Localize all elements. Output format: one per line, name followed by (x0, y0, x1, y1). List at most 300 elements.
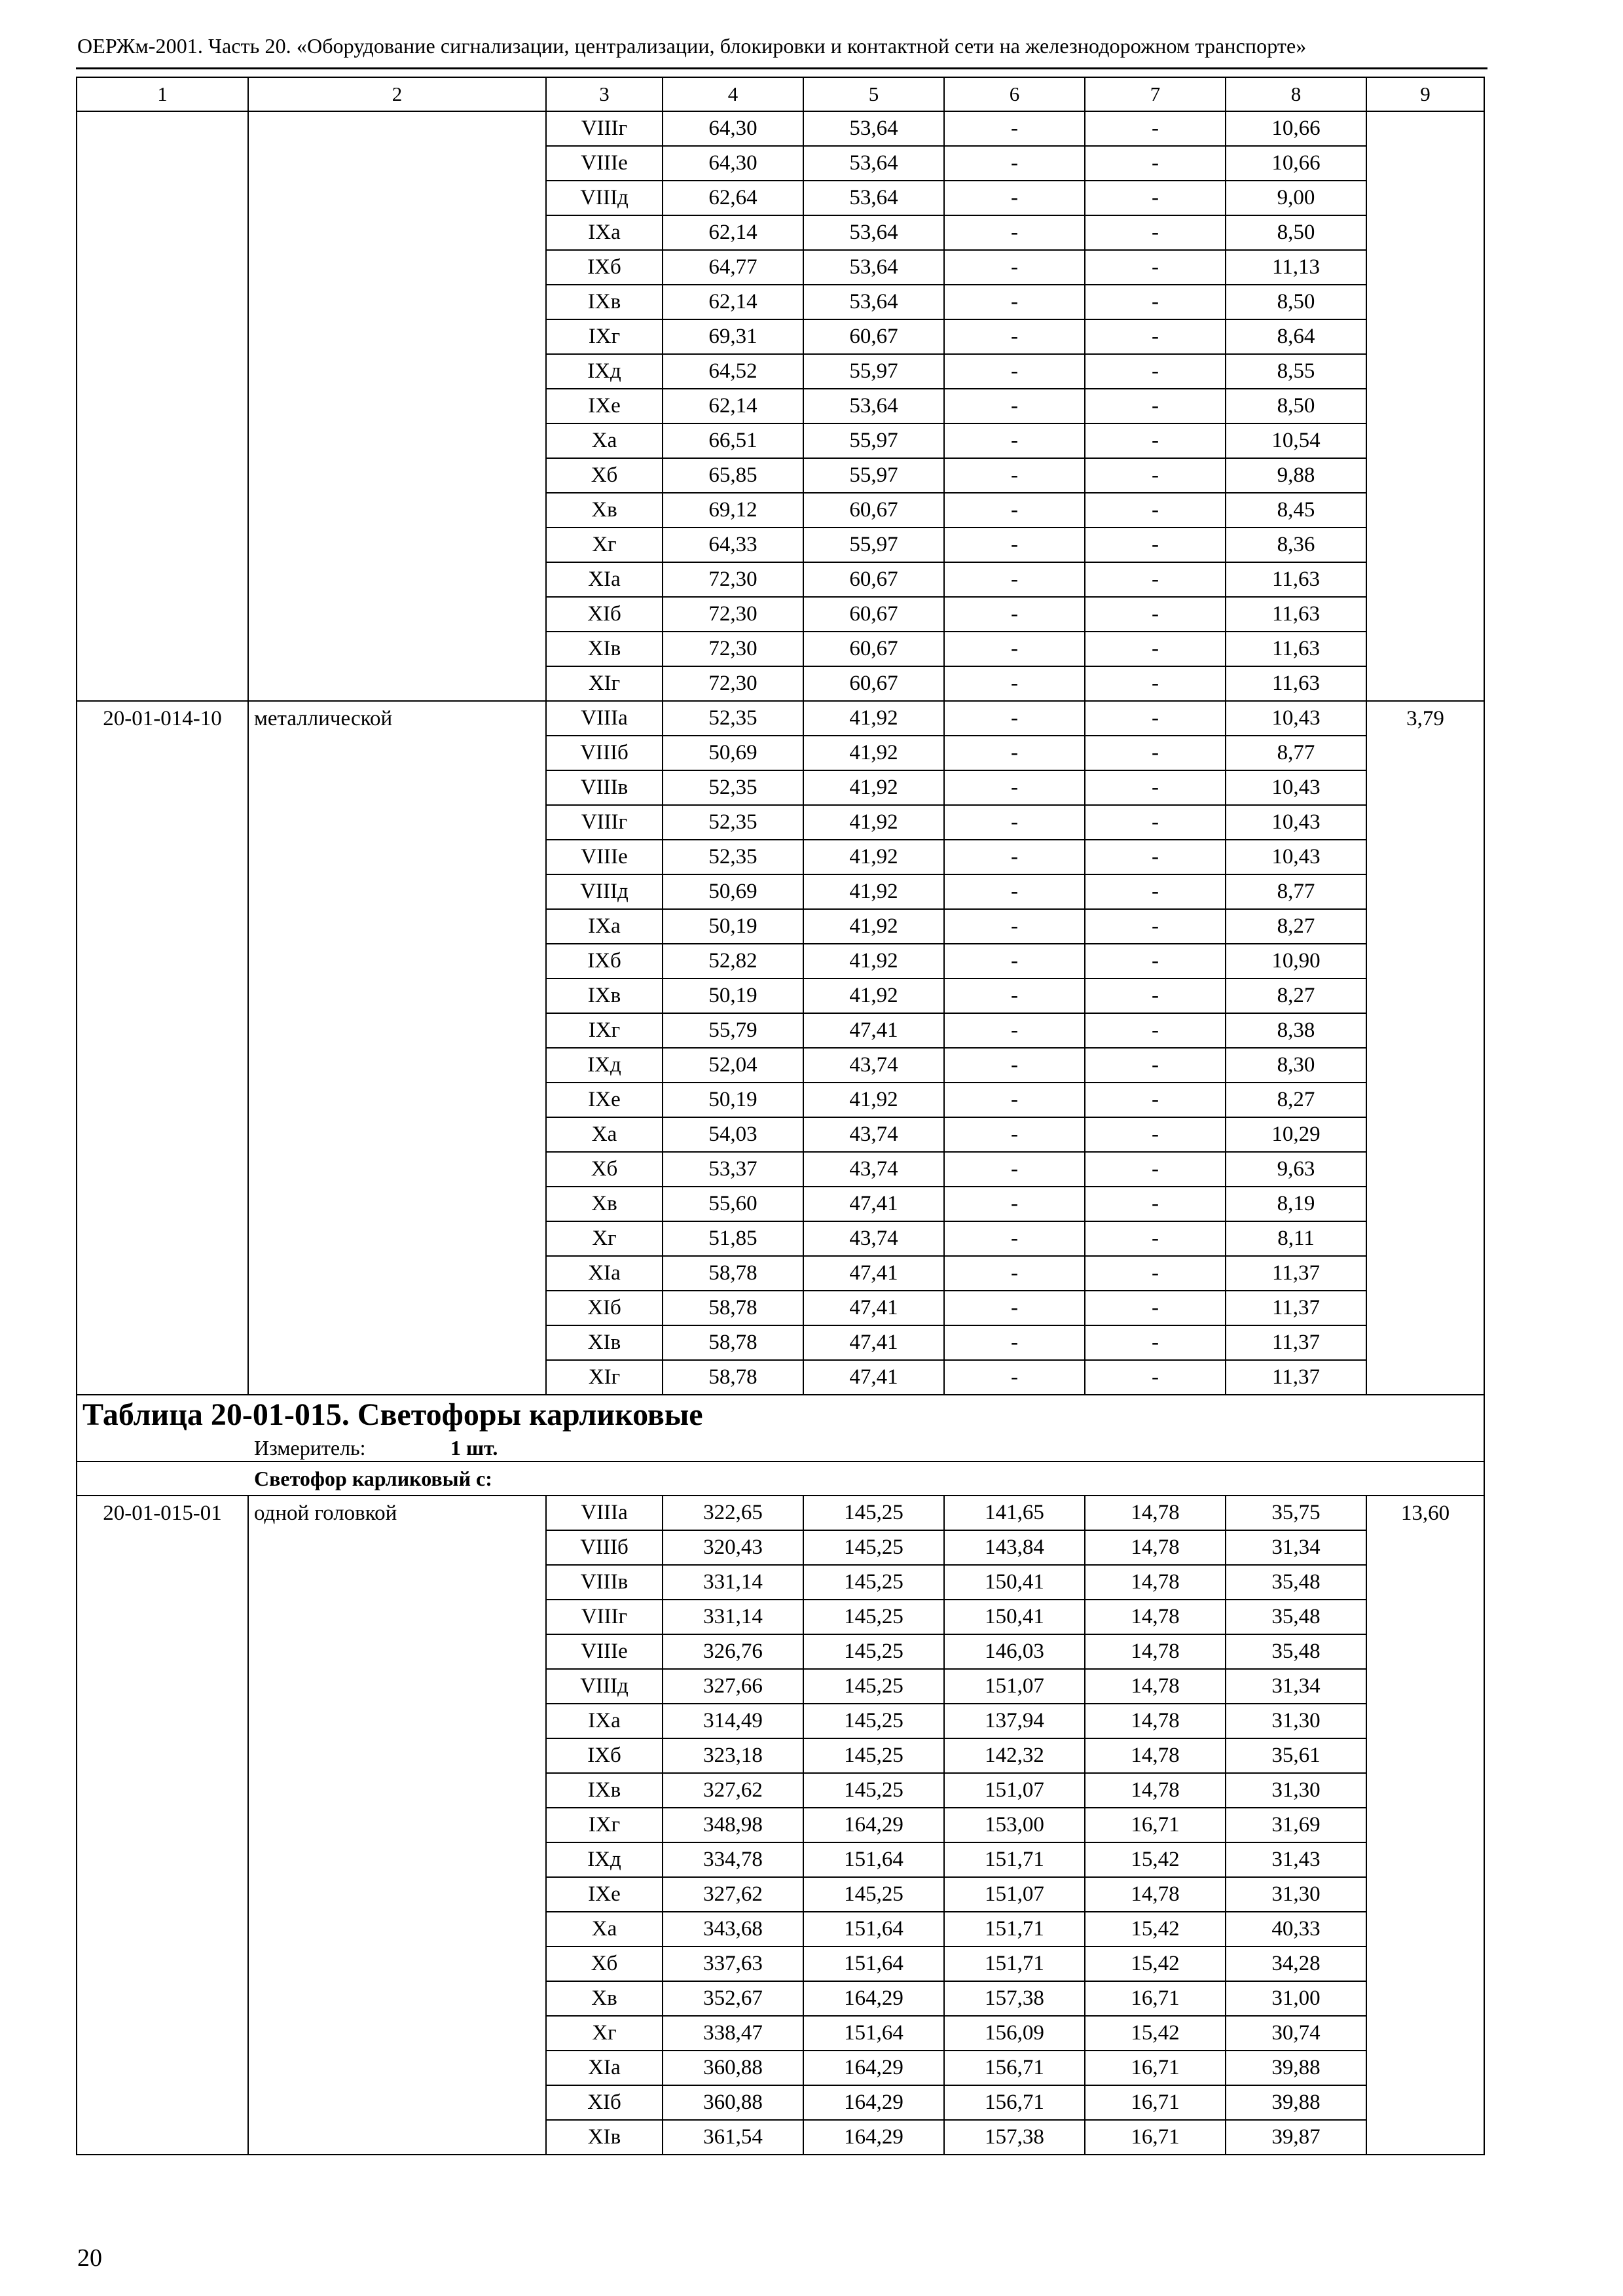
rate-code-cell (77, 1704, 248, 1738)
total-cost-cell: 55,60 (663, 1187, 803, 1221)
machine-cost-cell: - (944, 493, 1085, 528)
material-cost-cell: 31,69 (1226, 1808, 1366, 1842)
labor-cost-cell: 53,64 (803, 389, 944, 423)
work-name-cell (248, 1256, 546, 1291)
rate-code-cell (77, 319, 248, 354)
total-cost-cell: 50,19 (663, 978, 803, 1013)
total-cost-cell: 64,33 (663, 528, 803, 562)
machine-labor-cell: - (1085, 978, 1226, 1013)
machine-labor-cell: - (1085, 285, 1226, 319)
machine-cost-cell: 151,71 (944, 1912, 1085, 1946)
table-row (77, 2051, 1484, 2085)
material-cost-cell: 8,27 (1226, 1083, 1366, 1117)
work-name-cell (248, 562, 546, 597)
labor-cost-cell: 53,64 (803, 250, 944, 285)
machine-labor-cell: - (1085, 354, 1226, 389)
column-number: 1 (77, 77, 248, 111)
column-number: 4 (663, 77, 803, 111)
work-name-cell (248, 1738, 546, 1773)
subheading: Светофор карликовый с: (77, 1462, 1484, 1496)
material-cost-cell: 35,48 (1226, 1634, 1366, 1669)
total-cost-cell: 69,12 (663, 493, 803, 528)
material-cost-cell: 34,28 (1226, 1946, 1366, 1981)
material-cost-cell: 11,37 (1226, 1256, 1366, 1291)
labor-cost-cell: 47,41 (803, 1325, 944, 1360)
material-cost-cell: 8,55 (1226, 354, 1366, 389)
labor-cost-cell: 60,67 (803, 493, 944, 528)
rate-code-cell (77, 1946, 248, 1981)
machine-cost-cell: 157,38 (944, 2120, 1085, 2155)
labor-hours-cell (1366, 146, 1484, 181)
machine-labor-cell: 15,42 (1085, 1912, 1226, 1946)
machine-labor-cell: 14,78 (1085, 1773, 1226, 1808)
total-cost-cell: 62,64 (663, 181, 803, 215)
labor-hours-cell (1366, 909, 1484, 944)
work-name-cell (248, 146, 546, 181)
total-cost-cell: 314,49 (663, 1704, 803, 1738)
material-cost-cell: 10,43 (1226, 840, 1366, 874)
table-row (77, 354, 1484, 389)
labor-hours-cell (1366, 389, 1484, 423)
rate-code-cell (77, 909, 248, 944)
labor-cost-cell: 41,92 (803, 944, 944, 978)
work-name-cell (248, 2120, 546, 2155)
zone-cell: VIIIг (546, 111, 663, 146)
machine-cost-cell: - (944, 666, 1085, 701)
table-row (77, 215, 1484, 250)
running-header: ОЕРЖм-2001. Часть 20. «Оборудование сигнализации, централизации, блокировки и контактной сети на железнодорожном транспорте» (77, 34, 1307, 58)
table-row (77, 389, 1484, 423)
labor-hours-cell (1366, 1773, 1484, 1808)
zone-cell: IXд (546, 1048, 663, 1083)
zone-cell: Xв (546, 1981, 663, 2016)
rates-table-body (77, 77, 1484, 2155)
zone-cell: Xб (546, 1946, 663, 1981)
machine-labor-cell: 14,78 (1085, 1600, 1226, 1634)
machine-labor-cell: - (1085, 1291, 1226, 1325)
material-cost-cell: 10,66 (1226, 146, 1366, 181)
work-name-cell (248, 1083, 546, 1117)
rate-code-cell (77, 2085, 248, 2120)
work-name-cell (248, 1600, 546, 1634)
work-name-cell: металлической (248, 701, 546, 736)
rate-code-cell (77, 528, 248, 562)
rate-code-cell (77, 944, 248, 978)
total-cost-cell: 361,54 (663, 2120, 803, 2155)
work-name-cell (248, 1221, 546, 1256)
labor-hours-cell (1366, 632, 1484, 666)
machine-cost-cell: - (944, 423, 1085, 458)
labor-hours-cell (1366, 1946, 1484, 1981)
labor-cost-cell: 164,29 (803, 1808, 944, 1842)
labor-hours-cell (1366, 1912, 1484, 1946)
work-name-cell (248, 944, 546, 978)
rate-code-cell (77, 736, 248, 770)
machine-cost-cell: - (944, 1256, 1085, 1291)
machine-labor-cell: - (1085, 1117, 1226, 1152)
labor-hours-cell (1366, 423, 1484, 458)
machine-labor-cell: - (1085, 1187, 1226, 1221)
rate-code-cell: 20-01-014-10 (77, 701, 248, 736)
labor-hours-cell (1366, 1360, 1484, 1395)
table-row (77, 597, 1484, 632)
total-cost-cell: 326,76 (663, 1634, 803, 1669)
rate-code-cell (77, 1842, 248, 1877)
labor-cost-cell: 164,29 (803, 2085, 944, 2120)
rates-table (76, 77, 1485, 2155)
labor-cost-cell: 47,41 (803, 1187, 944, 1221)
material-cost-cell: 11,37 (1226, 1291, 1366, 1325)
material-cost-cell: 10,43 (1226, 701, 1366, 736)
zone-cell: VIIIе (546, 1634, 663, 1669)
labor-hours-cell (1366, 319, 1484, 354)
work-name-cell (248, 215, 546, 250)
labor-cost-cell: 145,25 (803, 1738, 944, 1773)
labor-hours-cell (1366, 285, 1484, 319)
machine-cost-cell: 157,38 (944, 1981, 1085, 2016)
table-row (77, 285, 1484, 319)
machine-cost-cell: - (944, 319, 1085, 354)
machine-cost-cell: 151,07 (944, 1669, 1085, 1704)
rate-code-cell (77, 1634, 248, 1669)
machine-labor-cell: - (1085, 319, 1226, 354)
labor-cost-cell: 145,25 (803, 1530, 944, 1565)
machine-labor-cell: - (1085, 389, 1226, 423)
zone-cell: Xв (546, 1187, 663, 1221)
machine-labor-cell: 14,78 (1085, 1565, 1226, 1600)
total-cost-cell: 52,82 (663, 944, 803, 978)
machine-cost-cell: - (944, 354, 1085, 389)
total-cost-cell: 52,35 (663, 805, 803, 840)
material-cost-cell: 8,38 (1226, 1013, 1366, 1048)
table-row (77, 1946, 1484, 1981)
zone-cell: IXб (546, 944, 663, 978)
table-row (77, 2016, 1484, 2051)
labor-cost-cell: 151,64 (803, 1912, 944, 1946)
material-cost-cell: 10,66 (1226, 111, 1366, 146)
labor-hours-cell (1366, 1117, 1484, 1152)
machine-cost-cell: - (944, 562, 1085, 597)
zone-cell: IXв (546, 978, 663, 1013)
total-cost-cell: 348,98 (663, 1808, 803, 1842)
work-name-cell (248, 2051, 546, 2085)
work-name-cell (248, 909, 546, 944)
rate-code-cell (77, 1808, 248, 1842)
table-row (77, 666, 1484, 701)
labor-cost-cell: 145,25 (803, 1634, 944, 1669)
labor-cost-cell: 145,25 (803, 1496, 944, 1530)
labor-cost-cell: 41,92 (803, 805, 944, 840)
material-cost-cell: 9,00 (1226, 181, 1366, 215)
column-number: 9 (1366, 77, 1484, 111)
rate-code-cell (77, 1013, 248, 1048)
material-cost-cell: 11,63 (1226, 597, 1366, 632)
machine-cost-cell: 150,41 (944, 1600, 1085, 1634)
zone-cell: IXб (546, 250, 663, 285)
material-cost-cell: 10,29 (1226, 1117, 1366, 1152)
material-cost-cell: 8,50 (1226, 215, 1366, 250)
table-row (77, 1738, 1484, 1773)
labor-hours-cell (1366, 1981, 1484, 2016)
machine-cost-cell: - (944, 389, 1085, 423)
total-cost-cell: 64,30 (663, 146, 803, 181)
work-name-cell (248, 1325, 546, 1360)
total-cost-cell: 54,03 (663, 1117, 803, 1152)
labor-cost-cell: 41,92 (803, 701, 944, 736)
labor-hours-cell (1366, 2016, 1484, 2051)
total-cost-cell: 352,67 (663, 1981, 803, 2016)
table-row (77, 1530, 1484, 1565)
total-cost-cell: 52,35 (663, 770, 803, 805)
machine-cost-cell: - (944, 874, 1085, 909)
work-name-cell (248, 1634, 546, 1669)
labor-hours-cell (1366, 2051, 1484, 2085)
machine-labor-cell: 16,71 (1085, 1808, 1226, 1842)
machine-cost-cell: - (944, 1221, 1085, 1256)
zone-cell: VIIIб (546, 1530, 663, 1565)
labor-cost-cell: 41,92 (803, 770, 944, 805)
material-cost-cell: 31,00 (1226, 1981, 1366, 2016)
table-row (77, 1291, 1484, 1325)
labor-hours-cell (1366, 1738, 1484, 1773)
labor-hours-cell (1366, 874, 1484, 909)
labor-cost-cell: 53,64 (803, 146, 944, 181)
zone-cell: IXв (546, 1773, 663, 1808)
labor-hours-cell (1366, 1291, 1484, 1325)
machine-labor-cell: - (1085, 1325, 1226, 1360)
machine-labor-cell: - (1085, 458, 1226, 493)
rate-code-cell (77, 1360, 248, 1395)
total-cost-cell: 343,68 (663, 1912, 803, 1946)
material-cost-cell: 8,11 (1226, 1221, 1366, 1256)
material-cost-cell: 8,50 (1226, 389, 1366, 423)
material-cost-cell: 31,30 (1226, 1773, 1366, 1808)
material-cost-cell: 8,77 (1226, 874, 1366, 909)
total-cost-cell: 72,30 (663, 597, 803, 632)
machine-cost-cell: 156,71 (944, 2085, 1085, 2120)
rate-code-cell (77, 493, 248, 528)
zone-cell: IXг (546, 1013, 663, 1048)
rate-code-cell: 20-01-015-01 (77, 1496, 248, 1530)
total-cost-cell: 331,14 (663, 1600, 803, 1634)
labor-hours-cell (1366, 1256, 1484, 1291)
total-cost-cell: 327,66 (663, 1669, 803, 1704)
labor-cost-cell: 41,92 (803, 840, 944, 874)
zone-cell: VIIIд (546, 1669, 663, 1704)
rate-code-cell (77, 111, 248, 146)
machine-cost-cell: - (944, 285, 1085, 319)
machine-cost-cell: - (944, 805, 1085, 840)
labor-cost-cell: 53,64 (803, 111, 944, 146)
labor-cost-cell: 41,92 (803, 736, 944, 770)
zone-cell: Xа (546, 1912, 663, 1946)
material-cost-cell: 11,37 (1226, 1325, 1366, 1360)
material-cost-cell: 8,64 (1226, 319, 1366, 354)
rate-code-cell (77, 1117, 248, 1152)
total-cost-cell: 50,19 (663, 909, 803, 944)
total-cost-cell: 72,30 (663, 632, 803, 666)
zone-cell: VIIIб (546, 736, 663, 770)
work-name-cell (248, 874, 546, 909)
machine-cost-cell: - (944, 944, 1085, 978)
machine-cost-cell: - (944, 1291, 1085, 1325)
labor-cost-cell: 43,74 (803, 1221, 944, 1256)
material-cost-cell: 8,77 (1226, 736, 1366, 770)
rate-code-cell (77, 1669, 248, 1704)
machine-labor-cell: 14,78 (1085, 1877, 1226, 1912)
zone-cell: IXг (546, 1808, 663, 1842)
zone-cell: VIIIг (546, 1600, 663, 1634)
material-cost-cell: 40,33 (1226, 1912, 1366, 1946)
machine-labor-cell: - (1085, 215, 1226, 250)
total-cost-cell: 327,62 (663, 1877, 803, 1912)
table-row (77, 1048, 1484, 1083)
material-cost-cell: 11,37 (1226, 1360, 1366, 1395)
column-number: 6 (944, 77, 1085, 111)
labor-hours-cell (1366, 1152, 1484, 1187)
labor-cost-cell: 47,41 (803, 1013, 944, 1048)
labor-cost-cell: 145,25 (803, 1704, 944, 1738)
machine-labor-cell: 16,71 (1085, 2120, 1226, 2155)
machine-labor-cell: - (1085, 666, 1226, 701)
table-row (77, 909, 1484, 944)
material-cost-cell: 11,13 (1226, 250, 1366, 285)
machine-labor-cell: 15,42 (1085, 2016, 1226, 2051)
work-name-cell (248, 1152, 546, 1187)
machine-labor-cell: - (1085, 1360, 1226, 1395)
header-rule (76, 67, 1487, 69)
total-cost-cell: 58,78 (663, 1325, 803, 1360)
material-cost-cell: 39,87 (1226, 2120, 1366, 2155)
labor-hours-cell (1366, 1530, 1484, 1565)
labor-hours-cell (1366, 1634, 1484, 1669)
total-cost-cell: 64,52 (663, 354, 803, 389)
material-cost-cell: 35,48 (1226, 1600, 1366, 1634)
zone-cell: VIIIа (546, 1496, 663, 1530)
machine-cost-cell: 151,07 (944, 1877, 1085, 1912)
labor-hours-cell (1366, 805, 1484, 840)
meter-unit: 1 шт. (450, 1436, 498, 1460)
rate-code-cell (77, 1256, 248, 1291)
labor-cost-cell: 55,97 (803, 458, 944, 493)
work-name-cell (248, 597, 546, 632)
work-name-cell (248, 528, 546, 562)
machine-labor-cell: 14,78 (1085, 1704, 1226, 1738)
labor-hours-cell (1366, 458, 1484, 493)
material-cost-cell: 8,27 (1226, 978, 1366, 1013)
machine-cost-cell: - (944, 181, 1085, 215)
total-cost-cell: 338,47 (663, 2016, 803, 2051)
table-row (77, 1256, 1484, 1291)
zone-cell: XIв (546, 2120, 663, 2155)
machine-cost-cell: - (944, 1152, 1085, 1187)
total-cost-cell: 327,62 (663, 1773, 803, 1808)
rate-code-cell (77, 1187, 248, 1221)
rate-code-cell (77, 458, 248, 493)
zone-cell: Xг (546, 2016, 663, 2051)
page-number: 20 (77, 2244, 102, 2272)
work-name-cell (248, 285, 546, 319)
total-cost-cell: 50,69 (663, 736, 803, 770)
work-name-cell (248, 632, 546, 666)
labor-hours-cell (1366, 111, 1484, 146)
material-cost-cell: 9,63 (1226, 1152, 1366, 1187)
labor-hours-cell (1366, 181, 1484, 215)
labor-hours-cell (1366, 250, 1484, 285)
table-row (77, 840, 1484, 874)
work-name-cell (248, 1912, 546, 1946)
machine-labor-cell: - (1085, 874, 1226, 909)
table-row (77, 181, 1484, 215)
rate-code-cell (77, 1530, 248, 1565)
machine-labor-cell: - (1085, 146, 1226, 181)
section-title-row (77, 1395, 1484, 1435)
work-name-cell (248, 978, 546, 1013)
column-number: 2 (248, 77, 546, 111)
table-row (77, 1808, 1484, 1842)
labor-hours-cell (1366, 597, 1484, 632)
work-name-cell (248, 1013, 546, 1048)
total-cost-cell: 69,31 (663, 319, 803, 354)
work-name-cell (248, 1704, 546, 1738)
labor-cost-cell: 43,74 (803, 1048, 944, 1083)
material-cost-cell: 8,45 (1226, 493, 1366, 528)
rate-code-cell (77, 632, 248, 666)
table-row (77, 146, 1484, 181)
table-row (77, 1325, 1484, 1360)
work-name-cell (248, 2016, 546, 2051)
table-row (77, 701, 1484, 736)
total-cost-cell: 64,30 (663, 111, 803, 146)
work-name-cell (248, 354, 546, 389)
rate-code-cell (77, 597, 248, 632)
zone-cell: Xа (546, 1117, 663, 1152)
material-cost-cell: 8,27 (1226, 909, 1366, 944)
machine-cost-cell: - (944, 1013, 1085, 1048)
material-cost-cell: 35,61 (1226, 1738, 1366, 1773)
machine-labor-cell: 16,71 (1085, 1981, 1226, 2016)
labor-cost-cell: 60,67 (803, 319, 944, 354)
zone-cell: VIIIв (546, 770, 663, 805)
material-cost-cell: 31,30 (1226, 1877, 1366, 1912)
machine-labor-cell: - (1085, 840, 1226, 874)
rate-code-cell (77, 2051, 248, 2085)
material-cost-cell: 31,30 (1226, 1704, 1366, 1738)
machine-cost-cell: - (944, 250, 1085, 285)
labor-hours-cell (1366, 1565, 1484, 1600)
labor-cost-cell: 41,92 (803, 1083, 944, 1117)
labor-hours-cell (1366, 1600, 1484, 1634)
zone-cell: XIа (546, 2051, 663, 2085)
work-name-cell (248, 1669, 546, 1704)
work-name-cell (248, 250, 546, 285)
machine-labor-cell: - (1085, 909, 1226, 944)
rate-code-cell (77, 1565, 248, 1600)
rate-code-cell (77, 1325, 248, 1360)
labor-cost-cell: 41,92 (803, 874, 944, 909)
material-cost-cell: 39,88 (1226, 2051, 1366, 2085)
labor-hours-cell (1366, 2120, 1484, 2155)
work-name-cell (248, 1530, 546, 1565)
table-row (77, 1634, 1484, 1669)
total-cost-cell: 320,43 (663, 1530, 803, 1565)
zone-cell: XIв (546, 1325, 663, 1360)
zone-cell: IXа (546, 909, 663, 944)
material-cost-cell: 8,30 (1226, 1048, 1366, 1083)
machine-labor-cell: 14,78 (1085, 1530, 1226, 1565)
labor-hours-cell (1366, 1325, 1484, 1360)
total-cost-cell: 331,14 (663, 1565, 803, 1600)
